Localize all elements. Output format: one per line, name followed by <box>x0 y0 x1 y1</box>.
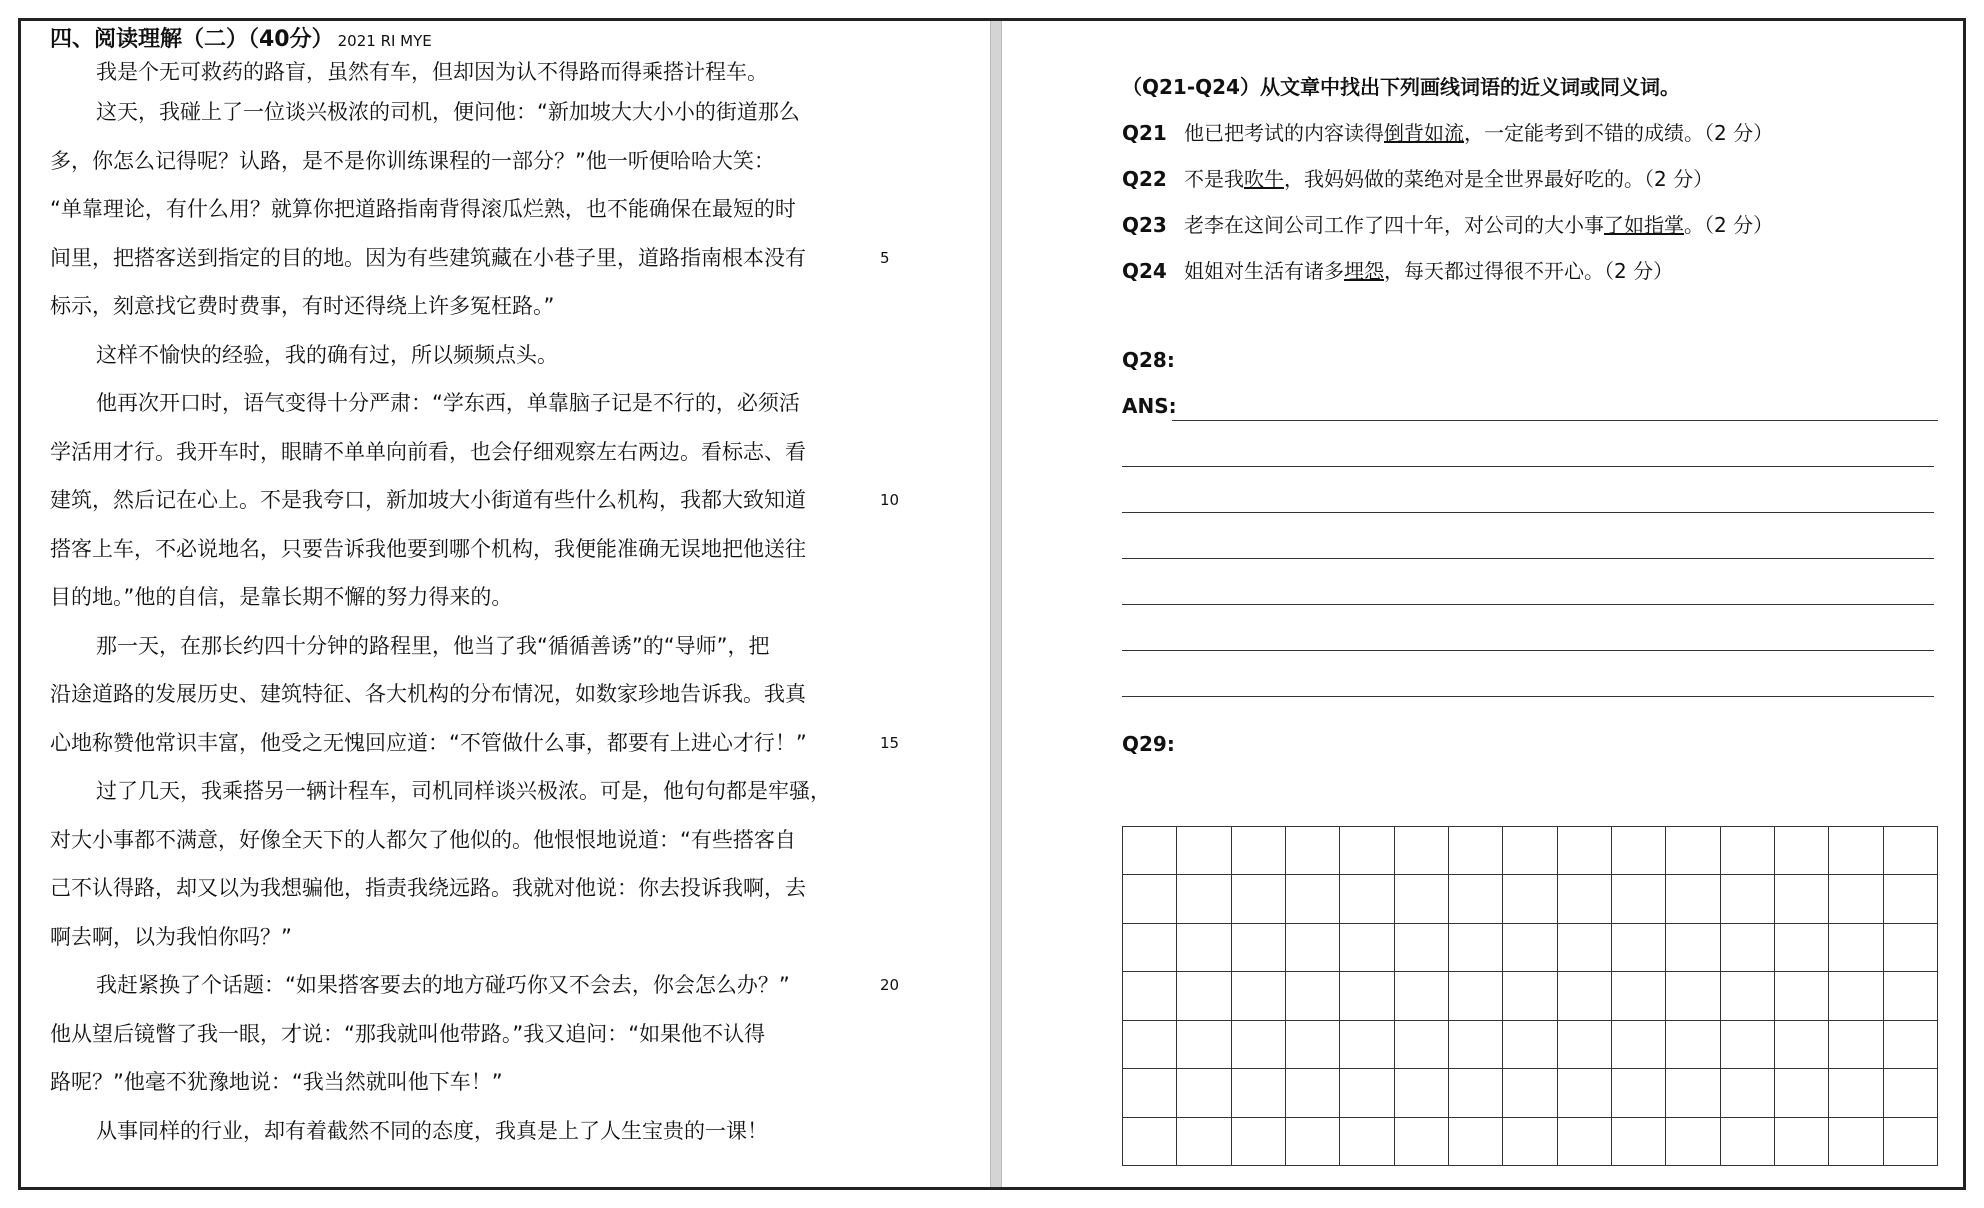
passage-line <box>50 816 870 865</box>
grid-cell[interactable] <box>1395 827 1449 875</box>
grid-cell[interactable] <box>1666 1021 1720 1069</box>
passage-line-text: 他从望后镜瞥了我一眼，才说：“那我就叫他带路。”我又追问：“如果他不认得 <box>50 1021 766 1046</box>
grid-cell[interactable] <box>1340 827 1394 875</box>
passage-line <box>50 719 900 768</box>
line-number: 15 <box>880 733 900 752</box>
grid-cell[interactable] <box>1123 1118 1177 1166</box>
question-page <box>1122 64 1942 756</box>
passage-line <box>50 88 870 137</box>
grid-cell[interactable] <box>1123 1069 1177 1117</box>
question-number: Q24 <box>1122 259 1167 283</box>
grid-cell[interactable] <box>1340 1118 1394 1166</box>
passage-line <box>50 185 870 234</box>
question-q21 <box>1122 110 1942 156</box>
grid-cell[interactable] <box>1829 827 1883 875</box>
grid-cell[interactable] <box>1666 972 1720 1020</box>
grid-cell[interactable] <box>1232 1021 1286 1069</box>
passage-line <box>50 670 870 719</box>
passage-line <box>50 379 870 428</box>
ans-label: ANS: <box>1122 394 1177 418</box>
passage-line <box>50 622 870 671</box>
grid-cell[interactable] <box>1558 875 1612 923</box>
grid-cell[interactable] <box>1177 1118 1231 1166</box>
underlined-word: 埋怨 <box>1344 259 1384 283</box>
grid-cell[interactable] <box>1666 1118 1720 1166</box>
underlined-word: 倒背如流 <box>1384 121 1464 145</box>
grid-cell[interactable] <box>1612 827 1666 875</box>
grid-cell[interactable] <box>1775 924 1829 972</box>
line-number: 20 <box>880 976 900 994</box>
passage-line <box>50 1107 870 1156</box>
grid-cell[interactable] <box>1829 924 1883 972</box>
grid-cell[interactable] <box>1884 1021 1938 1069</box>
passage-line-text: “单靠理论，有什么用？就算你把道路指南背得滚瓜烂熟，也不能确保在最短的时 <box>50 197 796 221</box>
grid-cell[interactable] <box>1503 1069 1557 1117</box>
grid-cell[interactable] <box>1503 1118 1557 1166</box>
grid-cell[interactable] <box>1884 1118 1938 1166</box>
grid-cell[interactable] <box>1503 875 1557 923</box>
question-q22 <box>1122 156 1942 202</box>
grid-cell[interactable] <box>1829 972 1883 1020</box>
grid-cell[interactable] <box>1449 972 1503 1020</box>
grid-cell[interactable] <box>1503 1021 1557 1069</box>
grid-cell[interactable] <box>1123 972 1177 1020</box>
answer-line[interactable] <box>1122 558 1934 559</box>
grid-cell[interactable] <box>1177 1069 1231 1117</box>
grid-cell[interactable] <box>1721 924 1775 972</box>
passage-line-text: 己不认得路，却又以为我想骗他，指责我绕远路。我就对他说：你去投诉我啊，去 <box>50 876 806 900</box>
question-q24 <box>1122 248 1942 294</box>
grid-cell[interactable] <box>1612 972 1666 1020</box>
answer-line[interactable] <box>1122 466 1934 467</box>
grid-cell[interactable] <box>1775 1118 1829 1166</box>
grid-cell[interactable] <box>1829 1021 1883 1069</box>
section-heading <box>50 24 950 56</box>
question-text: ，我妈妈做的菜绝对是全世界最好吃的。（2 分） <box>1284 167 1714 191</box>
grid-cell[interactable] <box>1721 827 1775 875</box>
grid-cell[interactable] <box>1612 1118 1666 1166</box>
grid-cell[interactable] <box>1666 924 1720 972</box>
grid-cell[interactable] <box>1612 875 1666 923</box>
grid-cell[interactable] <box>1884 875 1938 923</box>
question-text: 老李在这间公司工作了四十年，对公司的大小事 <box>1184 213 1604 237</box>
line-number: 10 <box>880 491 900 509</box>
passage-line-text: 过了几天，我乘搭另一辆计程车，司机同样谈兴极浓。可是，他句句都是牢骚， <box>96 779 831 803</box>
grid-cell[interactable] <box>1449 924 1503 972</box>
grid-cell[interactable] <box>1503 972 1557 1020</box>
line-number: 5 <box>880 248 890 267</box>
passage-line <box>50 137 870 186</box>
passage-line-text: 从事同样的行业，却有着截然不同的态度，我真是上了人生宝贵的一课！ <box>96 1118 768 1143</box>
passage-line-text: 他再次开口时，语气变得十分严肃：“学东西，单靠脑子记是不行的，必须活 <box>96 391 800 415</box>
passage-line-text: 多，你怎么记得呢？认路，是不是你训练课程的一部分？”他一听便哈哈大笑： <box>50 148 775 173</box>
passage-line <box>50 573 870 622</box>
grid-cell[interactable] <box>1829 1118 1883 1166</box>
passage-line <box>50 56 870 88</box>
underlined-word: 吹牛 <box>1244 167 1284 191</box>
passage-line <box>50 1010 870 1059</box>
grid-cell[interactable] <box>1232 827 1286 875</box>
grid-cell[interactable] <box>1721 972 1775 1020</box>
question-text: 不是我 <box>1184 167 1244 191</box>
grid-cell[interactable] <box>1177 972 1231 1020</box>
grid-cell[interactable] <box>1721 875 1775 923</box>
passage-line <box>50 428 870 477</box>
grid-cell[interactable] <box>1395 1069 1449 1117</box>
grid-cell[interactable] <box>1123 924 1177 972</box>
passage-line <box>50 767 870 816</box>
instruction-text: （Q21-Q24）从文章中找出下列画线词语的近义词或同义词。 <box>1122 75 1680 99</box>
grid-cell[interactable] <box>1449 827 1503 875</box>
passage-line <box>50 864 870 913</box>
question-list <box>1122 110 1942 294</box>
reading-passage <box>50 24 950 1155</box>
grid-cell[interactable] <box>1395 1118 1449 1166</box>
grid-cell[interactable] <box>1232 924 1286 972</box>
q28-label: Q28: <box>1122 348 1175 372</box>
passage-line-text: 那一天，在那长约四十分钟的路程里，他当了我“循循善诱”的“导师”，把 <box>96 633 770 658</box>
grid-cell[interactable] <box>1123 827 1177 875</box>
passage-line-text: 这天，我碰上了一位谈兴极浓的司机，便问他：“新加坡大大小小的街道那么 <box>96 100 800 124</box>
grid-cell[interactable] <box>1177 924 1231 972</box>
grid-cell[interactable] <box>1449 1069 1503 1117</box>
grid-cell[interactable] <box>1232 1069 1286 1117</box>
passage-line-text: 路呢？”他毫不犹豫地说：“我当然就叫他下车！” <box>50 1070 503 1094</box>
question-text: 。（2 分） <box>1684 213 1774 237</box>
grid-cell[interactable] <box>1558 827 1612 875</box>
question-number: Q22 <box>1122 167 1167 191</box>
grid-cell[interactable] <box>1177 875 1231 923</box>
grid-cell[interactable] <box>1232 875 1286 923</box>
grid-cell[interactable] <box>1286 972 1340 1020</box>
question-text: 姐姐对生活有诸多 <box>1184 259 1344 283</box>
passage-line <box>50 331 870 380</box>
passage-line-text: 心地称赞他常识丰富，他受之无愧回应道：“不管做什么事，都要有上进心才行！” <box>50 730 807 755</box>
passage-line-text: 我赶紧换了个话题：“如果搭客要去的地方碰巧你又不会去，你会怎么办？” <box>96 973 790 997</box>
grid-cell[interactable] <box>1666 827 1720 875</box>
grid-cell[interactable] <box>1721 1021 1775 1069</box>
grid-cell[interactable] <box>1286 1021 1340 1069</box>
answer-line[interactable] <box>1122 604 1934 605</box>
grid-cell[interactable] <box>1558 1069 1612 1117</box>
section-title: 四、阅读理解（二）（40分） <box>50 27 334 52</box>
grid-cell[interactable] <box>1558 1021 1612 1069</box>
grid-cell[interactable] <box>1884 924 1938 972</box>
grid-cell[interactable] <box>1884 972 1938 1020</box>
question-number: Q21 <box>1122 121 1167 145</box>
grid-cell[interactable] <box>1666 1069 1720 1117</box>
grid-cell[interactable] <box>1286 1069 1340 1117</box>
grid-cell[interactable] <box>1286 827 1340 875</box>
grid-cell[interactable] <box>1340 1069 1394 1117</box>
passage-line <box>50 913 870 962</box>
grid-cell[interactable] <box>1232 1118 1286 1166</box>
grid-cell[interactable] <box>1775 972 1829 1020</box>
grid-cell[interactable] <box>1395 972 1449 1020</box>
passage-line <box>50 525 870 574</box>
question-q23 <box>1122 202 1942 248</box>
passage-line <box>50 961 900 1010</box>
question-text: ，每天都过得很不开心。（2 分） <box>1384 259 1674 283</box>
grid-cell[interactable] <box>1177 1021 1231 1069</box>
question-text: ，一定能考到不错的成绩。（2 分） <box>1464 121 1774 145</box>
passage-line-text: 学活用才行。我开车时，眼睛不单单向前看，也会仔细观察左右两边。看标志、看 <box>50 439 806 464</box>
grid-cell[interactable] <box>1612 1021 1666 1069</box>
grid-cell[interactable] <box>1884 1069 1938 1117</box>
grid-cell[interactable] <box>1395 924 1449 972</box>
passage-line-text: 标示，刻意找它费时费事，有时还得绕上许多冤枉路。” <box>50 294 555 318</box>
grid-cell[interactable] <box>1123 1021 1177 1069</box>
grid-cell[interactable] <box>1340 924 1394 972</box>
page-gutter <box>990 21 1002 1187</box>
passage-line <box>50 234 890 283</box>
grid-cell[interactable] <box>1449 1021 1503 1069</box>
grid-cell[interactable] <box>1721 1118 1775 1166</box>
grid-cell[interactable] <box>1612 924 1666 972</box>
passage-line-text: 这样不愉快的经验，我的确有过，所以频频点头。 <box>96 342 558 367</box>
grid-cell[interactable] <box>1558 972 1612 1020</box>
grid-cell[interactable] <box>1395 875 1449 923</box>
grid-cell[interactable] <box>1775 827 1829 875</box>
answer-line[interactable] <box>1172 420 1938 421</box>
passage-line-text: 目的地。”他的自信，是靠长期不懈的努力得来的。 <box>50 585 513 609</box>
answer-line[interactable] <box>1122 650 1934 651</box>
question-text: 他已把考试的内容读得 <box>1184 121 1384 145</box>
answer-line[interactable] <box>1122 696 1934 697</box>
question-number: Q23 <box>1122 213 1167 237</box>
grid-cell[interactable] <box>1829 875 1883 923</box>
grid-cell[interactable] <box>1721 1069 1775 1117</box>
passage-line-text: 搭客上车，不必说地名，只要告诉我他要到哪个机构，我便能准确无误地把他送往 <box>50 536 806 561</box>
grid-cell[interactable] <box>1775 1069 1829 1117</box>
passage-line-text: 我是个无可救药的路盲，虽然有车，但却因为认不得路而得乘搭计程车。 <box>96 60 768 84</box>
grid-cell[interactable] <box>1123 875 1177 923</box>
grid-cell[interactable] <box>1775 875 1829 923</box>
passage-line-text: 对大小事都不满意，好像全天下的人都欠了他似的。他恨恨地说道：“有些搭客自 <box>50 827 796 852</box>
exam-tag: 2021 RI MYE <box>337 32 432 50</box>
grid-cell[interactable] <box>1666 875 1720 923</box>
grid-cell[interactable] <box>1177 827 1231 875</box>
passage-line-text: 间里，把搭客送到指定的目的地。因为有些建筑藏在小巷子里，道路指南根本没有 <box>50 245 806 270</box>
grid-cell[interactable] <box>1286 875 1340 923</box>
grid-cell[interactable] <box>1286 924 1340 972</box>
grid-cell[interactable] <box>1286 1118 1340 1166</box>
passage-line-text: 建筑，然后记在心上。不是我夸口，新加坡大小街道有些什么机构，我都大致知道 <box>50 488 806 512</box>
grid-cell[interactable] <box>1232 972 1286 1020</box>
grid-cell[interactable] <box>1503 924 1557 972</box>
grid-cell[interactable] <box>1340 972 1394 1020</box>
grid-cell[interactable] <box>1558 1118 1612 1166</box>
grid-cell[interactable] <box>1558 924 1612 972</box>
grid-cell[interactable] <box>1449 875 1503 923</box>
q29-label: Q29: <box>1122 732 1175 756</box>
grid-cell[interactable] <box>1340 875 1394 923</box>
writing-grid[interactable] <box>1122 826 1938 1166</box>
grid-cell[interactable] <box>1612 1069 1666 1117</box>
grid-cell[interactable] <box>1775 1021 1829 1069</box>
passage-line <box>50 476 900 525</box>
grid-cell[interactable] <box>1449 1118 1503 1166</box>
grid-cell[interactable] <box>1503 827 1557 875</box>
passage-lines <box>50 56 950 1155</box>
underlined-word: 了如指掌 <box>1604 213 1684 237</box>
grid-cell[interactable] <box>1884 827 1938 875</box>
answer-line[interactable] <box>1122 512 1934 513</box>
passage-line <box>50 282 870 331</box>
passage-line <box>50 1058 870 1107</box>
passage-line-text: 沿途道路的发展历史、建筑特征、各大机构的分布情况，如数家珍地告诉我。我真 <box>50 682 806 706</box>
passage-line-text: 啊去啊，以为我怕你吗？” <box>50 924 292 949</box>
grid-cell[interactable] <box>1395 1021 1449 1069</box>
grid-cell[interactable] <box>1340 1021 1394 1069</box>
grid-cell[interactable] <box>1829 1069 1883 1117</box>
